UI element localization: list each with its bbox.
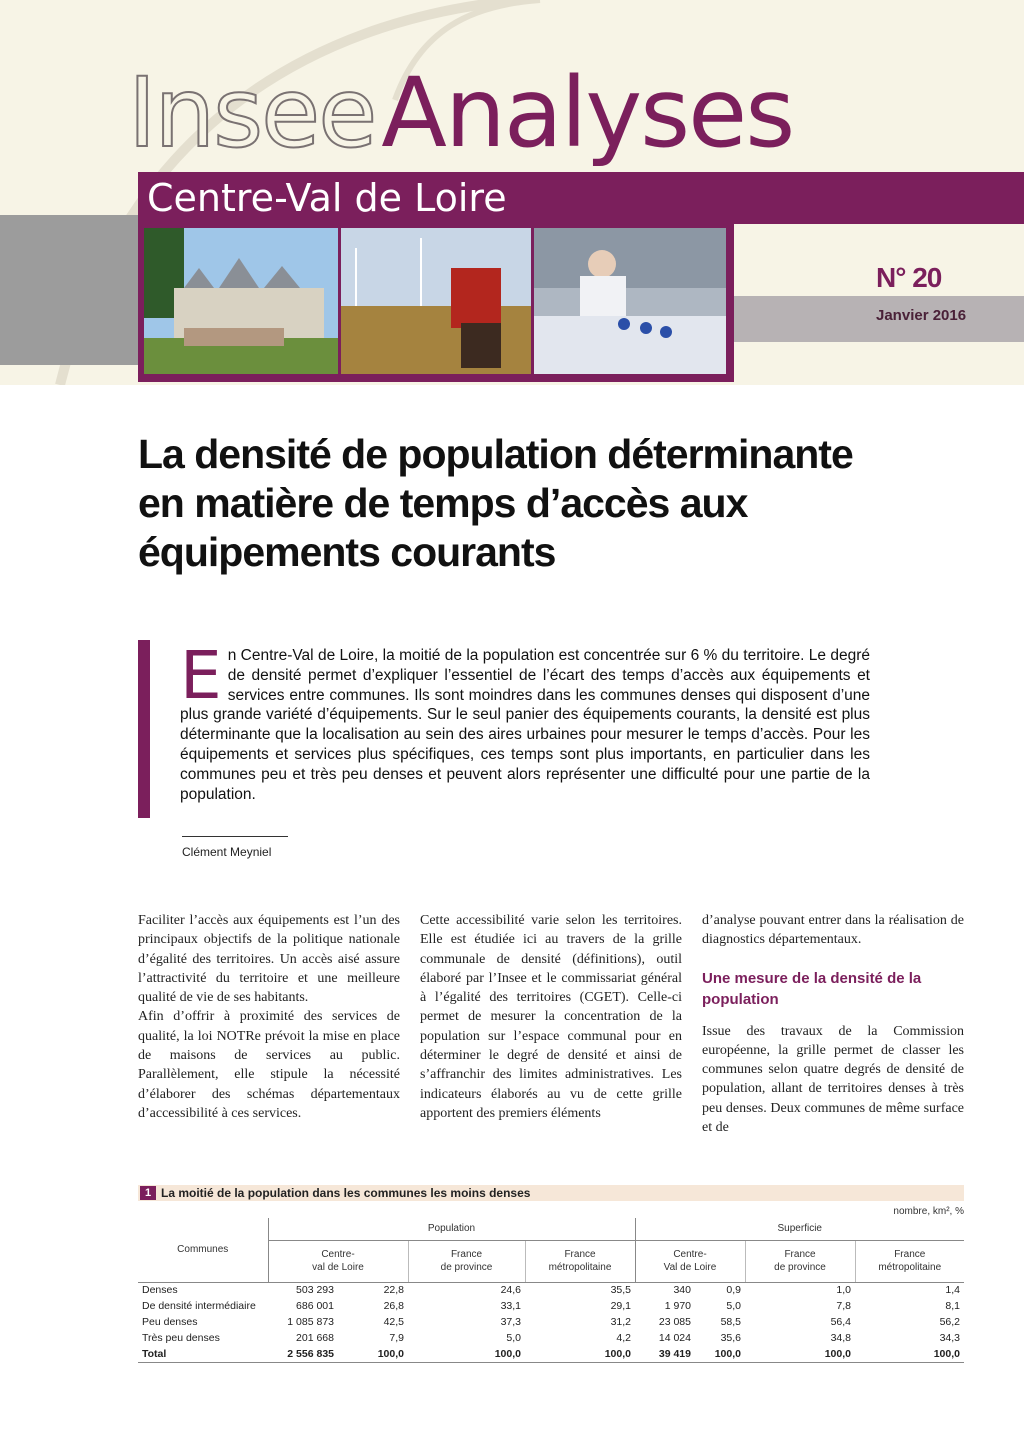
group-header-superficie: Superficie — [635, 1218, 964, 1240]
cell: 1 085 873 — [287, 1316, 334, 1328]
cell: 56,2 — [939, 1316, 960, 1328]
table-row-total — [138, 1346, 964, 1362]
gray-band-left — [0, 215, 140, 365]
cell: 39 419 — [635, 1346, 695, 1362]
cell: 34,8 — [830, 1332, 851, 1344]
subheader-fm-pop: France métropolitaine — [525, 1240, 635, 1282]
abstract-bar — [138, 640, 150, 818]
data-table — [138, 1218, 964, 1363]
table-row — [138, 1314, 964, 1330]
table-row — [138, 1330, 964, 1346]
table-row — [138, 1298, 964, 1314]
cell: 56,4 — [830, 1316, 851, 1328]
cell: 34,3 — [939, 1332, 960, 1344]
cell: 100,0 — [695, 1346, 745, 1362]
subheader-fp-pop: France de province — [408, 1240, 525, 1282]
cell: 100,0 — [745, 1346, 855, 1362]
paragraph: Issue des travaux de la Commission européenne, la grille permet de classer les communes selon quatre degrés de densité de population, allant de territoires denses à très peu denses. Deux communes de même surface et de — [702, 1023, 964, 1136]
cell: 58,5 — [720, 1316, 741, 1328]
cell: 1 970 — [664, 1300, 691, 1312]
subheader-cvl-sup: Centre- Val de Loire — [635, 1240, 745, 1282]
photo-lab — [534, 228, 726, 374]
article-title: La densité de population déterminante en matière de temps d’accès aux équipements courants — [138, 431, 853, 575]
cell: 29,1 — [610, 1300, 631, 1312]
issue-number: N° 20 — [876, 262, 942, 293]
table-number: 1 — [140, 1186, 156, 1200]
cell-label: Total — [138, 1346, 268, 1362]
cell: 5,0 — [506, 1332, 521, 1344]
cell: 22,8 — [383, 1284, 404, 1297]
paragraph: Cette accessibilité varie selon les territoires. Elle est étudiée ici au travers de la grille communale de densité (définitions), outil élaboré par l’Insee et le commissariat général à l’égalité des territoires (CGET). Celle-ci permet de mesurer la concentration de la population sur l’espace communal pour en déterminer le degré de densité et ainsi de s’affranchir des limites administratives. Les indicateurs élaborés au vu de cette grille apportent des premiers éléments — [420, 913, 682, 1121]
brand-logo — [128, 58, 793, 168]
table-row — [138, 1282, 964, 1298]
cell: 686 001 — [296, 1300, 334, 1312]
cell: 100,0 — [338, 1346, 408, 1362]
photo-field — [341, 228, 531, 374]
author-rule — [182, 836, 288, 837]
body-column-3 — [702, 911, 964, 1137]
issue-date: Janvier 2016 — [876, 307, 967, 324]
abstract — [180, 637, 870, 804]
subheader-cvl-pop: Centre- val de Loire — [268, 1240, 408, 1282]
cell: 201 668 — [296, 1332, 334, 1344]
cell: 7,8 — [836, 1300, 851, 1312]
region-name: Centre-Val de Loire — [147, 176, 507, 220]
author: Clément Meyniel — [182, 845, 272, 859]
cell: 35,6 — [720, 1332, 741, 1344]
photo-chateau — [144, 228, 338, 374]
cell: 31,2 — [610, 1316, 631, 1328]
table-title: La moitié de la population dans les communes les moins denses — [161, 1186, 531, 1200]
cell: 340 — [673, 1284, 691, 1297]
body-column-2 — [420, 911, 682, 1123]
paragraph: Afin d’offrir à proximité des services de qualité, la loi NOTRe prévoit la mise en place de maisons de services au public. Parallèlement, elle stipule la nécessité d’élaborer des schémas départementaux d’accessibilité à ces services. — [138, 1009, 400, 1121]
cell: 4,2 — [616, 1332, 631, 1344]
paragraph: Faciliter l’accès aux équipements est l’un des principaux objectifs de la politique nationale d’égalité des territoires. Un accès aisé assure l’attractivité du territoire et une meilleure qualité de vie de ses habitants. — [138, 913, 400, 1006]
cell: 23 085 — [658, 1316, 691, 1328]
cell: 24,6 — [500, 1284, 521, 1297]
cell: 503 293 — [296, 1284, 334, 1297]
abstract-text: n Centre-Val de Loire, la moitié de la population est concentrée sur 6 % du territoire. Le degré de densité permet d’expliquer l’essentiel de l’écart des temps d’accès aux équipements et services entre communes. Ils sont moindres dans les communes denses qui disposent d’une plus grande variété d’équipements. Sur le seul panier des équipements courants, la densité est plus déterminante que la localisation au sein des aires urbaines pour mesurer le temps d’accès. Pour les équipements et services plus spécifiques, ces temps sont plus importants, en particulier dans les communes peu et très peu denses et peuvent alors représenter une difficulté pour une partie de la population. — [180, 647, 870, 803]
cell: 100,0 — [855, 1346, 964, 1362]
cell-label: Peu denses — [142, 1316, 198, 1328]
cell: 14 024 — [658, 1332, 691, 1344]
cell: 2 556 835 — [268, 1346, 338, 1362]
subheader-fp-sup: France de province — [745, 1240, 855, 1282]
cell: 37,3 — [500, 1316, 521, 1328]
body-column-1 — [138, 911, 400, 1123]
cell: 100,0 — [525, 1346, 635, 1362]
region-band — [138, 172, 1024, 224]
table-unit: nombre, km², % — [893, 1206, 964, 1217]
cell: 0,9 — [726, 1284, 741, 1297]
cell: 42,5 — [383, 1316, 404, 1328]
subheader-fm-sup: France métropolitaine — [855, 1240, 964, 1282]
group-header-population: Population — [268, 1218, 635, 1240]
paragraph: d’analyse pouvant entrer dans la réalisation de diagnostics départementaux. — [702, 913, 964, 948]
cell: 26,8 — [383, 1300, 404, 1312]
cell: 1,4 — [945, 1284, 960, 1297]
cell: 100,0 — [408, 1346, 525, 1362]
cell: 1,0 — [836, 1284, 851, 1297]
cell-label: Denses — [142, 1284, 178, 1297]
brand-analyses: Analyses — [381, 57, 794, 169]
cell: 33,1 — [500, 1300, 521, 1312]
cell: 35,5 — [610, 1284, 631, 1297]
brand-insee: Insee — [128, 57, 376, 169]
cell: 7,9 — [389, 1332, 404, 1344]
cell-label: Très peu denses — [142, 1332, 220, 1344]
cell: 8,1 — [945, 1300, 960, 1312]
abstract-dropcap: E — [180, 637, 222, 714]
cell: 5,0 — [726, 1300, 741, 1312]
section-heading: Une mesure de la densité de la population — [702, 969, 922, 1008]
cell-label: De densité intermédiaire — [142, 1300, 256, 1312]
row-header: Communes — [138, 1218, 268, 1282]
